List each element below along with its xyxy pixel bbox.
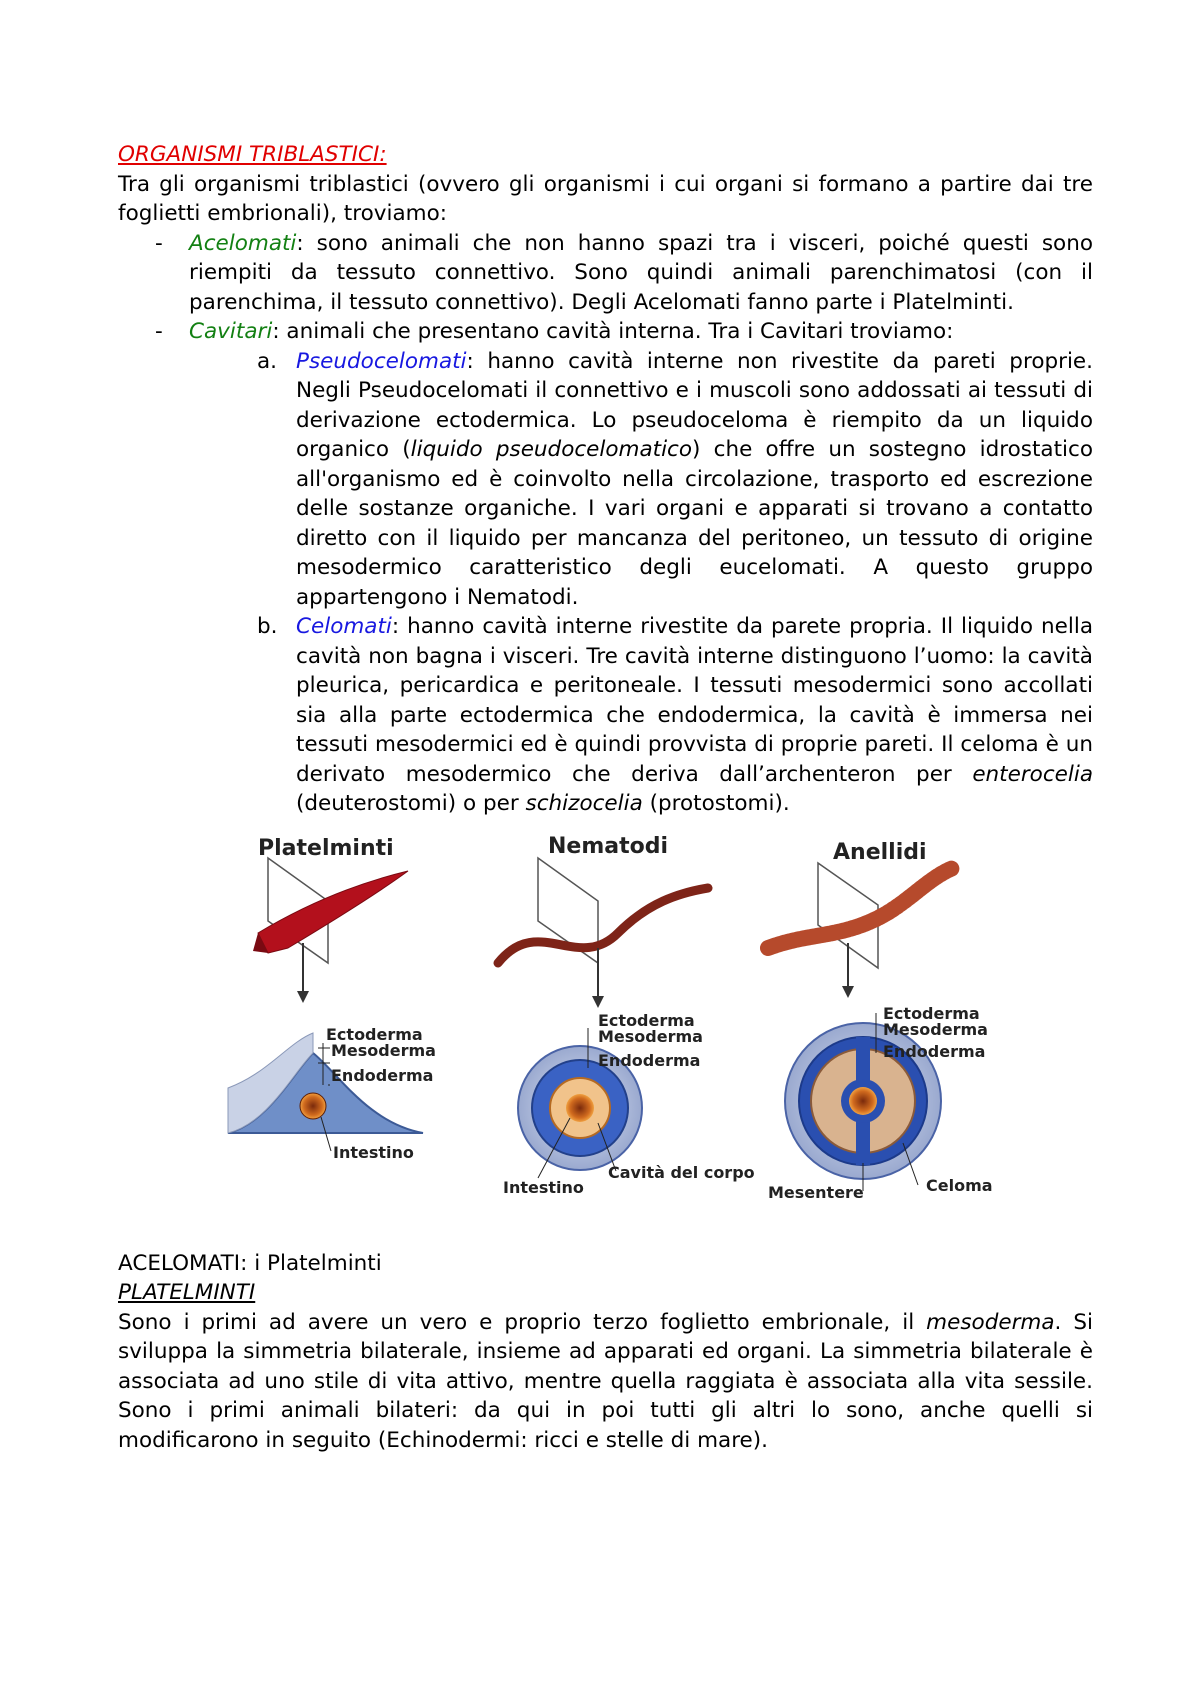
term-cavitari: Cavitari bbox=[189, 319, 273, 344]
label-ectoderma: Ectoderma bbox=[883, 1003, 980, 1023]
item-text: : hanno cavità interne non rivestite da pareti proprie. Negli Pseudocelomati il connettivo e i muscoli sono addossati ai tessuti di derivazione ectodermica. Lo pseudoceloma è riempito da un liquido organico ( bbox=[296, 348, 1093, 462]
label-endoderma: Endoderma bbox=[883, 1041, 986, 1061]
item-text: : animali che presentano cavità interna. Tra i Cavitari troviamo: bbox=[272, 319, 954, 344]
panel-anellidi bbox=[768, 840, 993, 1202]
label-cavita-del-corpo: Cavità del corpo bbox=[608, 1162, 755, 1182]
panel-title: Anellidi bbox=[833, 839, 927, 865]
label-ectoderma: Ectoderma bbox=[598, 1010, 695, 1030]
sublist-item-pseudocelomati bbox=[118, 347, 1093, 613]
panel-platelminti bbox=[228, 836, 436, 1162]
label-endoderma: Endoderma bbox=[331, 1065, 434, 1085]
item-text: (deuterostomi) o per bbox=[296, 791, 526, 816]
label-mesoderma: Mesoderma bbox=[331, 1040, 436, 1060]
term-pseudocelomati: Pseudocelomati bbox=[296, 348, 467, 374]
label-mesoderma: Mesoderma bbox=[598, 1026, 703, 1046]
section-heading: ORGANISMI TRIBLASTICI: bbox=[118, 142, 387, 167]
section2-title: ACELOMATI: i Platelminti bbox=[118, 1250, 382, 1276]
label-mesoderma: Mesoderma bbox=[883, 1019, 988, 1039]
label-mesentere: Mesentere bbox=[768, 1182, 864, 1202]
label-celoma: Celoma bbox=[926, 1175, 993, 1195]
item-text: ) che offre un sostegno idrostatico all'organismo ed è coinvolto nella circolazione, trasporto ed escrezione delle sostanze organiche. I vari organi e apparati si trovano a contatto diretto con il liquido per mancanza del peritoneo, un tessuto di origine mesodermico caratteristico degli eucelomati. A questo gruppo appartengono i Nematodi. bbox=[296, 437, 1093, 610]
intro-paragraph: Tra gli organismi triblastici (ovvero gli organismi i cui organi si formano a partire dai tre foglietti embrionali), troviamo: bbox=[118, 171, 1093, 226]
panel-title: Platelminti bbox=[258, 835, 394, 861]
list-item-cavitari bbox=[118, 317, 1093, 347]
term-celomati: Celomati bbox=[296, 614, 392, 639]
item-italic: enterocelia bbox=[972, 761, 1093, 787]
list-marker: b. bbox=[257, 614, 278, 639]
item-text: : sono animali che non hanno spazi tra i visceri, poiché questi sono riempiti da tessuto connettivo. Sono quindi animali parenchimatosi (con il parenchima, il tessuto connettivo). Degli Acelomati fanno parte i Platelminti. bbox=[189, 230, 1093, 315]
term-acelomati: Acelomati bbox=[189, 230, 297, 256]
paragraph-text: . Si sviluppa la simmetria bilaterale, insieme ad apparati ed organi. La simmetria bilaterale è associata ad uno stile di vita attivo, mentre quella raggiata è associata alla vita sessile. Sono i primi animali bilateri: da qui in poi tutti gli altri lo sono, anche quelli si modificarono in seguito (Echinodermi: ricci e stelle di mare). bbox=[118, 1309, 1093, 1453]
item-text: : hanno cavità interne rivestite da parete propria. Il liquido nella cavità non bagna i visceri. Tre cavità interne distinguono l’uomo: la cavità pleurica, pericardica e peritoneale. I tessuti mesodermici sono accollati sia alla parte ectodermica che endodermica, la cavità è immersa nei tessuti mesodermici ed è quindi provvista di proprie pareti. Il celoma è un derivato mesodermico che deriva dall’archenteron per bbox=[296, 614, 1093, 787]
label-intestino: Intestino bbox=[333, 1142, 414, 1162]
paragraph-italic: mesoderma bbox=[926, 1309, 1055, 1335]
section2-paragraph bbox=[118, 1308, 1093, 1456]
document-page bbox=[118, 140, 1093, 1455]
list-marker: a. bbox=[257, 348, 278, 374]
body-plans-figure bbox=[118, 823, 1093, 1243]
label-endoderma: Endoderma bbox=[598, 1050, 701, 1070]
item-italic: schizocelia bbox=[525, 791, 643, 816]
item-text: (protostomi). bbox=[642, 791, 790, 816]
panel-title: Nematodi bbox=[548, 833, 669, 859]
section2-heading: PLATELMINTI bbox=[118, 1280, 256, 1305]
sublist-item-celomati bbox=[118, 612, 1093, 819]
list-marker: - bbox=[155, 319, 163, 344]
item-italic: liquido pseudocelomatico bbox=[410, 437, 693, 462]
list-item-acelomati bbox=[118, 229, 1093, 318]
body-plans-illustration bbox=[118, 823, 1093, 1243]
label-ectoderma: Ectoderma bbox=[326, 1024, 423, 1044]
paragraph-text: Sono i primi ad avere un vero e proprio terzo foglietto embrionale, il bbox=[118, 1309, 927, 1335]
panel-nematodi bbox=[498, 834, 755, 1197]
label-intestino: Intestino bbox=[503, 1177, 584, 1197]
list-marker: - bbox=[155, 230, 163, 256]
